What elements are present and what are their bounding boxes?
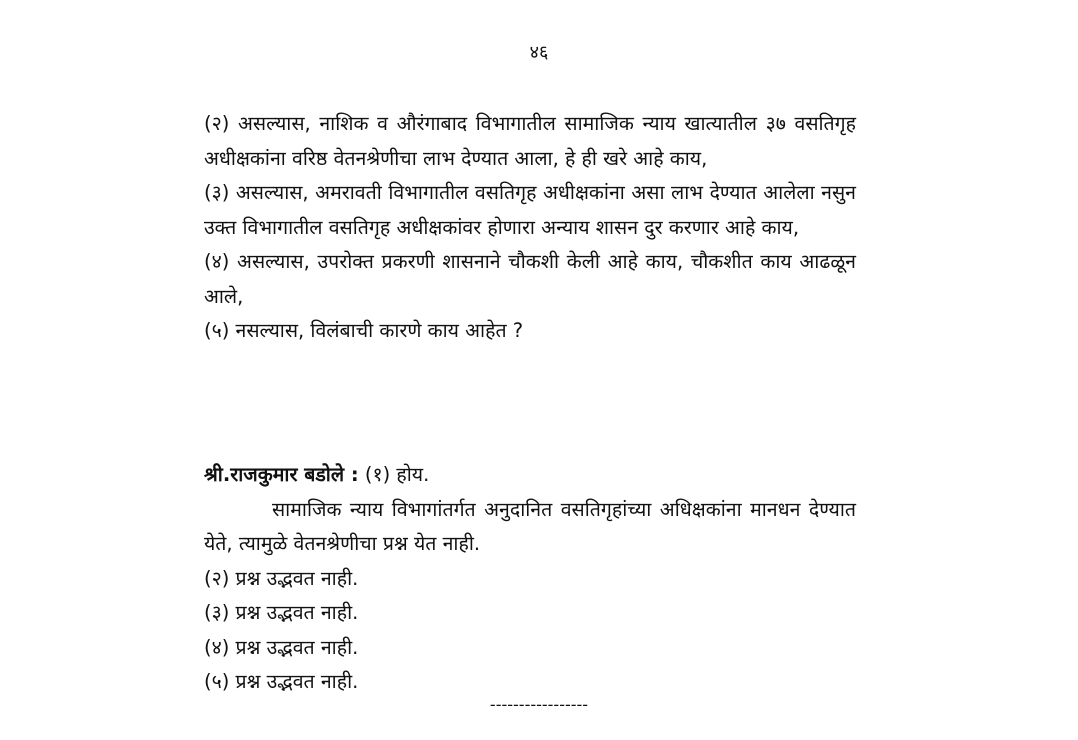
answer-part-5: (५) प्रश्न उद्भवत नाही.: [204, 670, 359, 693]
question-section: [204, 107, 856, 349]
answer-explanation: सामाजिक न्याय विभागांतर्गत अनुदानित वसतिगृहांच्या अधिक्षकांना मानधन देण्यात येते, त्यामुळे वेतनश्रेणीचा प्रश्न येत नाही.: [204, 497, 856, 555]
question-part-4: (४) असल्यास, उपरोक्त प्रकरणी शासनाने चौकशी केली आहे काय, चौकशीत काय आढळून आले,: [204, 250, 856, 308]
answer-first-line: [204, 458, 856, 493]
end-divider: -----------------: [489, 695, 589, 714]
minister-name: श्री.राजकुमार बडोले :: [204, 463, 359, 486]
page-number: ४६: [529, 42, 549, 63]
answer-part-2: (२) प्रश्न उद्भवत नाही.: [204, 566, 359, 590]
answer-part-1: (१) होय.: [364, 463, 430, 486]
answer-part-4: (४) प्रश्न उद्भवत नाही.: [204, 635, 359, 659]
question-part-5: (५) नसल्यास, विलंबाची कारणे काय आहेत ?: [204, 319, 524, 342]
answer-part-3: (३) प्रश्न उद्भवत नाही.: [204, 601, 359, 624]
answer-section: [204, 458, 856, 700]
question-part-2: (२) असल्यास, नाशिक व औरंगाबाद विभागातील सामाजिक न्याय खात्यातील ३७ वसतिगृह अधीक्षकांना वरिष्ठ वेतनश्रेणीचा लाभ देण्यात आला, हे ही खरे आहे काय,: [204, 112, 856, 170]
question-part-3: (३) असल्यास, अमरावती विभागातील वसतिगृह अधीक्षकांना असा लाभ देण्यात आलेला नसुन उक्त विभागातील वसतिगृह अधीक्षकांवर होणारा अन्याय शासन दुर करणार आहे काय,: [204, 181, 856, 239]
